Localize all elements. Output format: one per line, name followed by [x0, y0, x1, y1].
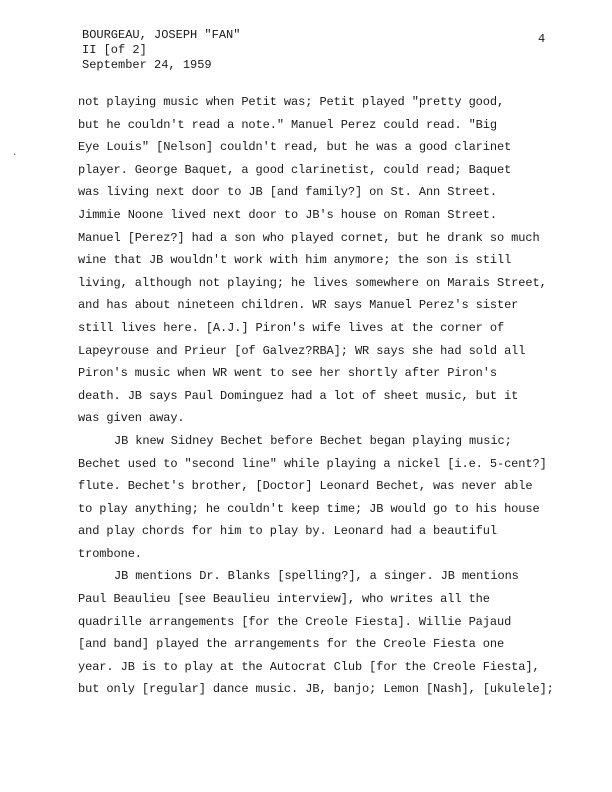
text-line: flute. Bechet's brother, [Doctor] Leonard Bechet, was never able [78, 479, 533, 494]
text-line: Bechet used to "second line" while playing a nickel [i.e. 5-cent?] [78, 456, 547, 471]
text-line: not playing music when Petit was; Petit played "pretty good, [78, 95, 505, 109]
text-line: Lapeyrouse and Prieur [of Galvez?RBA]; WR says she had sold all [78, 343, 526, 358]
text-line: Eye Louis" [Nelson] couldn't read, but he was a good clarinet [78, 140, 512, 155]
text-line: was living next door to JB [and family?] on St. Ann Street. [78, 185, 497, 200]
text-line: Jimmie Noone lived next door to JB's house on Roman Street. [78, 207, 497, 222]
text-line: trombone. [78, 546, 142, 561]
document-header [82, 28, 240, 73]
text-line: living, although not playing; he lives somewhere on Marais Street, [78, 275, 547, 290]
text-line: Manuel [Perez?] had a son who played cornet, but he drank so much [78, 230, 540, 245]
text-line: Paul Beaulieu [see Beaulieu interview], who writes all the [78, 592, 490, 607]
text-line: but only [regular] dance music. JB, banjo; Lemon [Nash], [ukulele]; [78, 682, 554, 697]
transcript-body [78, 91, 578, 701]
margin-mark: · [12, 150, 18, 160]
text-line: year. JB is to play at the Autocrat Club [for the Creole Fiesta], [78, 659, 540, 674]
text-line: and has about nineteen children. WR says Manuel Perez's sister [78, 298, 519, 313]
reel-label: II [of 2] [82, 43, 147, 57]
interview-date: September 24, 1959 [82, 58, 212, 72]
text-line: death. JB says Paul Dominguez had a lot of sheet music, but it [78, 388, 519, 403]
paragraph-start-line: JB knew Sidney Bechet before Bechet began playing music; [114, 433, 512, 448]
text-line: [and band] played the arrangements for the Creole Fiesta one [78, 637, 505, 652]
paragraph-start-line: JB mentions Dr. Blanks [spelling?], a singer. JB mentions [114, 569, 519, 584]
page-number: 4 [538, 32, 546, 46]
text-line: Piron's music when WR went to see her shortly after Piron's [78, 366, 497, 381]
text-line: still lives here. [A.J.] Piron's wife lives at the corner of [78, 320, 505, 335]
text-line: player. George Baquet, a good clarinetist, could read; Baquet [78, 162, 512, 177]
text-line: quadrille arrangements [for the Creole Fiesta]. Willie Pajaud [78, 614, 512, 629]
text-line: to play anything; he couldn't keep time; JB would go to his house [78, 501, 540, 516]
text-line: wine that JB wouldn't work with him anymore; the son is still [78, 253, 512, 268]
text-line: but he couldn't read a note." Manuel Perez could read. "Big [78, 117, 497, 132]
text-line: was given away. [78, 411, 185, 426]
interviewee-name: BOURGEAU, JOSEPH "FAN" [82, 28, 241, 42]
text-line: and play chords for him to play by. Leonard had a beautiful [78, 524, 497, 539]
